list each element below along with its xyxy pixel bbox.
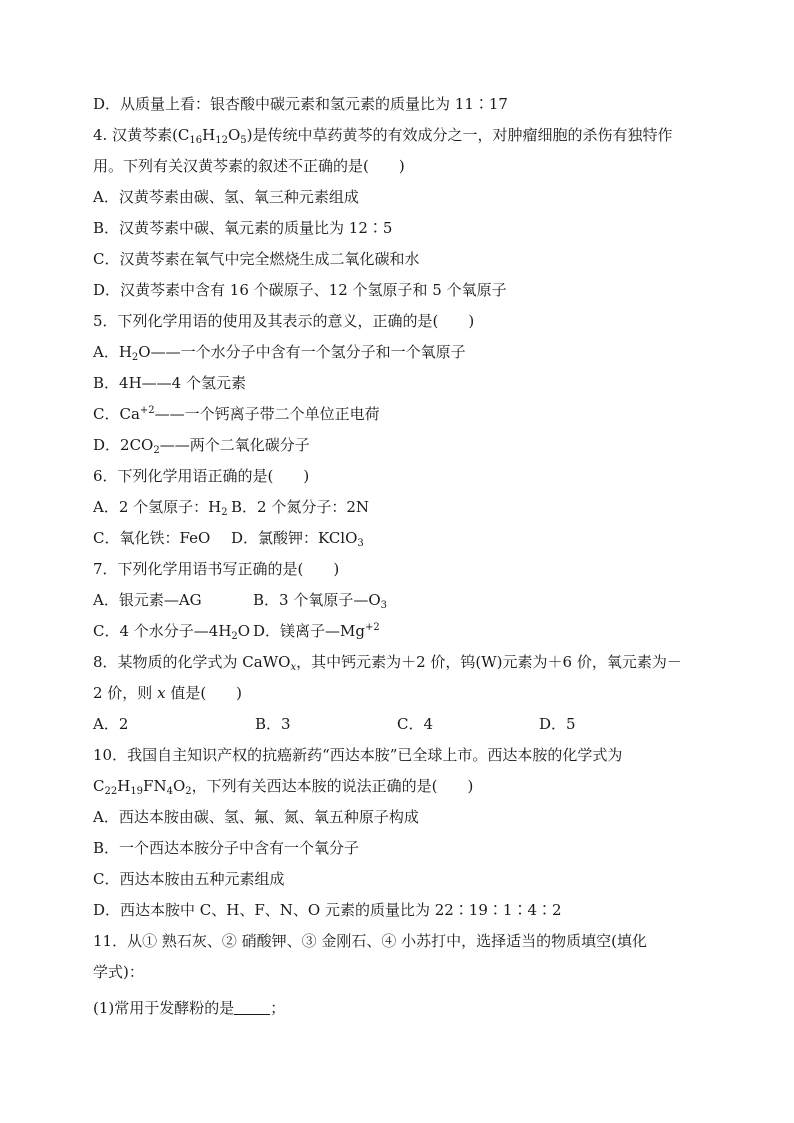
text: O bbox=[237, 622, 251, 640]
q10-option-b bbox=[93, 838, 713, 858]
text: C．氧化铁：FeO bbox=[93, 529, 211, 547]
text: C．4 个水分子—4H bbox=[93, 622, 232, 640]
subscript: 2 bbox=[131, 352, 139, 363]
q5-option-a bbox=[93, 342, 713, 362]
q5-stem bbox=[93, 311, 713, 331]
text: 4. 汉黄芩素(C bbox=[93, 126, 190, 144]
variable: x bbox=[157, 684, 166, 702]
text: C．4 bbox=[397, 715, 434, 733]
q7-stem bbox=[93, 559, 713, 579]
subscript: 2 bbox=[185, 786, 192, 797]
text: A．2 个氢原子：H bbox=[93, 498, 222, 516]
text: O——一个水分子中含有一个氢分子和一个氧原子 bbox=[138, 343, 466, 361]
q8-stem-line1 bbox=[93, 652, 713, 672]
subscript: 19 bbox=[130, 786, 144, 797]
subscript: 3 bbox=[357, 538, 364, 549]
text: B．3 个氧原子—O bbox=[253, 591, 381, 609]
text: 5．下列化学用语的使用及其表示的意义，正确的是( ) bbox=[93, 312, 475, 330]
q7-options-cd bbox=[93, 621, 713, 641]
q6-stem bbox=[93, 466, 713, 486]
q4-option-b bbox=[93, 218, 713, 238]
subscript: 2 bbox=[153, 445, 160, 456]
text: D．从质量上看：银杏酸中碳元素和氢元素的质量比为 11∶17 bbox=[93, 95, 508, 113]
text: ——一个钙离子带二个单位正电荷 bbox=[154, 405, 380, 423]
subscript: 4 bbox=[166, 786, 173, 797]
text: D．西达本胺中 C、H、F、N、O 元素的质量比为 22∶19∶1∶4∶2 bbox=[93, 901, 562, 919]
subscript: 12 bbox=[215, 135, 228, 146]
superscript: +2 bbox=[365, 622, 380, 633]
answer-blank[interactable] bbox=[234, 1000, 270, 1015]
q4-option-a bbox=[93, 187, 713, 207]
q11-part1 bbox=[93, 998, 713, 1018]
q10-option-c bbox=[93, 869, 713, 889]
text: C．西达本胺由五种元素组成 bbox=[93, 870, 285, 888]
text: B．4H——4 个氢元素 bbox=[93, 374, 246, 392]
q6-options-cd bbox=[93, 528, 713, 548]
q7-option-d bbox=[253, 621, 380, 641]
q11-stem-line1 bbox=[93, 931, 713, 951]
q8-option-d bbox=[539, 714, 576, 734]
q4-stem-line1 bbox=[93, 125, 713, 145]
q4-option-c bbox=[93, 249, 713, 269]
q7-option-b bbox=[253, 590, 387, 610]
q4-stem-line2 bbox=[93, 156, 713, 176]
q6-option-d bbox=[231, 528, 364, 548]
text: 值是( ) bbox=[165, 684, 243, 702]
q8-option-a bbox=[93, 714, 255, 734]
subscript: 22 bbox=[104, 786, 118, 797]
text: D．5 bbox=[539, 715, 576, 733]
q4-option-d bbox=[93, 280, 713, 300]
text: 2 价，则 bbox=[93, 684, 158, 702]
text: FN bbox=[143, 777, 167, 795]
subscript: 2 bbox=[231, 631, 238, 642]
q6-options-ab bbox=[93, 497, 713, 517]
q10-option-d bbox=[93, 900, 713, 920]
text: A．西达本胺由碳、氢、氟、氮、氧五种原子构成 bbox=[93, 808, 419, 826]
text: B．汉黄芩素中碳、氧元素的质量比为 12∶5 bbox=[93, 219, 393, 237]
text: 学式)： bbox=[93, 963, 144, 981]
text: C bbox=[93, 777, 105, 795]
text: A．汉黄芩素由碳、氢、氧三种元素组成 bbox=[93, 188, 359, 206]
text: 6．下列化学用语正确的是( ) bbox=[93, 467, 310, 485]
text: ，其中钙元素为＋2 价，钨(W)元素为＋6 价，氧元素为－ bbox=[296, 653, 682, 671]
q7-option-c bbox=[93, 621, 253, 641]
subscript: 5 bbox=[240, 135, 247, 146]
q3-option-d bbox=[93, 94, 713, 114]
subscript: 3 bbox=[380, 600, 388, 611]
text: O bbox=[227, 126, 241, 144]
subscript: 2 bbox=[221, 507, 228, 518]
subscript: x bbox=[290, 662, 297, 673]
q8-option-b bbox=[255, 714, 397, 734]
q11-stem-line2 bbox=[93, 962, 713, 982]
q7-options-ab bbox=[93, 590, 713, 610]
text: 用。下列有关汉黄芩素的叙述不正确的是( ) bbox=[93, 157, 405, 175]
text: (1)常用于发酵粉的是 bbox=[93, 999, 235, 1017]
text: H bbox=[117, 777, 131, 795]
q10-stem-line1 bbox=[93, 745, 713, 765]
text: 10．我国自主知识产权的抗癌新药“西达本胺”已全球上市。西达本胺的化学式为 bbox=[93, 746, 623, 764]
text: B．2 个氮分子：2N bbox=[231, 498, 370, 516]
text: D．镁离子—Mg bbox=[253, 622, 365, 640]
q8-stem-line2 bbox=[93, 683, 713, 703]
text: ——两个二氧化碳分子 bbox=[159, 436, 310, 454]
text: 11．从① 熟石灰、② 硝酸钾、③ 金刚石、④ 小苏打中，选择适当的物质填空(填化 bbox=[93, 932, 648, 950]
text: D．氯酸钾：KClO bbox=[231, 529, 358, 547]
text: H bbox=[202, 126, 216, 144]
text: A．银元素—AG bbox=[93, 591, 202, 609]
text: D．2CO bbox=[93, 436, 154, 454]
text: )是传统中草药黄芩的有效成分之一，对肿瘤细胞的杀伤有独特作 bbox=[246, 126, 673, 144]
q8-options bbox=[93, 714, 713, 734]
text: C．Ca bbox=[93, 405, 140, 423]
q8-option-c bbox=[397, 714, 539, 734]
text: D．汉黄芩素中含有 16 个碳原子、12 个氢原子和 5 个氧原子 bbox=[93, 281, 507, 299]
q5-option-b bbox=[93, 373, 713, 393]
text: C．汉黄芩素在氧气中完全燃烧生成二氧化碳和水 bbox=[93, 250, 420, 268]
q6-option-a bbox=[93, 497, 231, 517]
superscript: +2 bbox=[139, 405, 155, 416]
q7-option-a bbox=[93, 590, 253, 610]
text: 7．下列化学用语书写正确的是( ) bbox=[93, 560, 340, 578]
q5-option-c bbox=[93, 404, 713, 424]
text: B．一个西达本胺分子中含有一个氧分子 bbox=[93, 839, 360, 857]
q6-option-b bbox=[231, 497, 369, 517]
text: 8．某物质的化学式为 CaWO bbox=[93, 653, 291, 671]
text: ，下列有关西达本胺的说法正确的是( ) bbox=[191, 777, 474, 795]
text: A．2 bbox=[93, 715, 129, 733]
text: A．H bbox=[93, 343, 132, 361]
subscript: 16 bbox=[189, 135, 203, 146]
q6-option-c bbox=[93, 528, 231, 548]
q10-option-a bbox=[93, 807, 713, 827]
text: O bbox=[172, 777, 186, 795]
q5-option-d bbox=[93, 435, 713, 455]
q10-stem-line2 bbox=[93, 776, 713, 796]
text: ； bbox=[270, 999, 286, 1017]
text: B．3 bbox=[255, 715, 291, 733]
